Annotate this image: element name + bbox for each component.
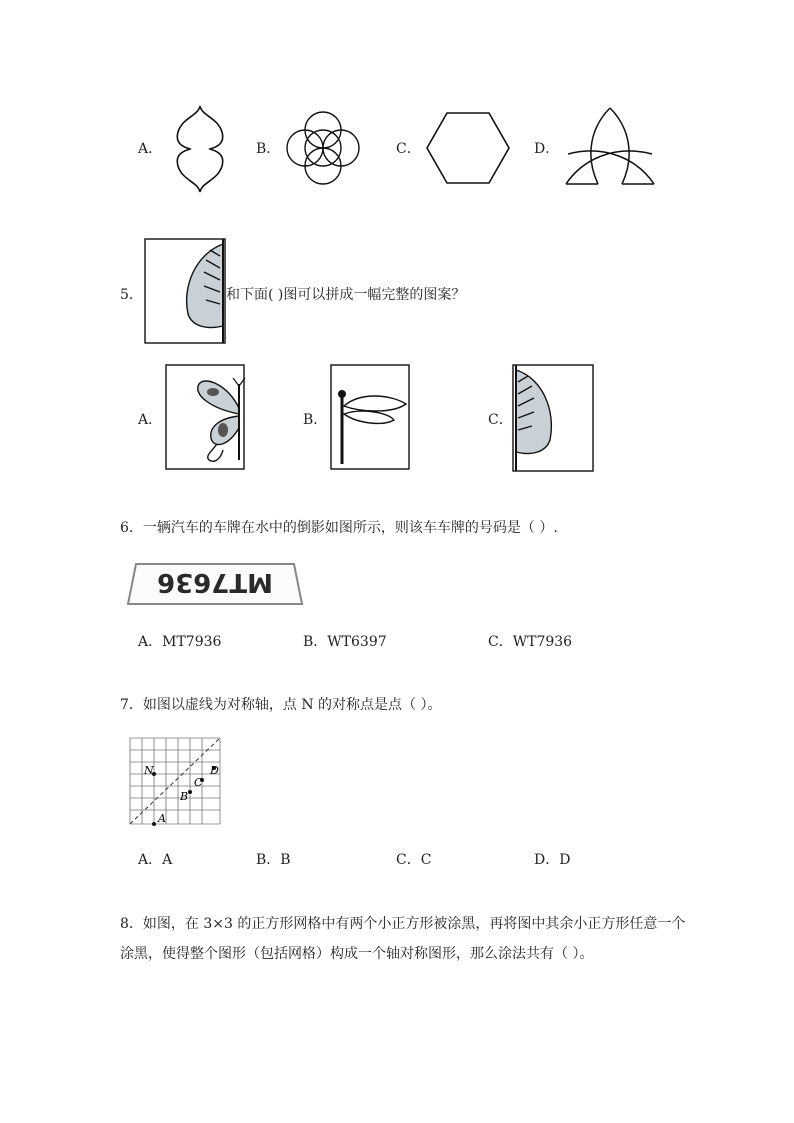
point-n-label: N: [144, 764, 154, 777]
q7-option-a: A．A: [138, 852, 173, 868]
q5-question-text: 和下面( )图可以拼成一幅完整的图案？: [226, 287, 466, 303]
hexagon-icon: [425, 110, 513, 186]
half-butterfly-icon: [165, 364, 245, 470]
triquetra-icon: [562, 104, 658, 188]
q5-option-a-label: A．: [138, 412, 163, 428]
q6-option-c: C．WT7936: [488, 634, 573, 650]
point-b-label: B: [180, 790, 189, 803]
half-dragonfly-icon: [330, 364, 410, 470]
q5-option-c-label: C．: [488, 412, 513, 428]
license-plate-reflection-image: [126, 562, 304, 606]
q4-option-b-label: B．: [256, 141, 281, 157]
half-leaf-reference-icon: [144, 238, 226, 344]
q4-option-a-label: A．: [138, 141, 163, 157]
point-a-label: A: [158, 812, 166, 825]
point-c-label: C: [194, 776, 203, 789]
symmetry-grid-figure: [128, 736, 224, 828]
q7-option-c: C．C: [396, 852, 432, 868]
q5-option-b-label: B．: [303, 412, 328, 428]
point-d-label: D: [210, 764, 219, 777]
q6-option-a: A．MT7936: [138, 634, 222, 650]
q7-option-d: D．D: [534, 852, 571, 868]
q8-line-2: 涂黑，使得整个图形（包括网格）构成一个轴对称图形，那么涂法共有（ ）。: [120, 946, 594, 962]
plate-text: MT7636: [157, 567, 273, 597]
q4-option-c-label: C．: [396, 141, 421, 157]
q8-line-1: 8．如图，在 3×3 的正方形网格中有两个小正方形被涂黑，再将图中其余小正方形任意一个: [120, 916, 686, 932]
q4-option-d-label: D．: [534, 141, 560, 157]
q5-number: 5．: [120, 287, 143, 303]
q7-question-text: 7．如图以虚线为对称轴，点 N 的对称点是点（ ）。: [120, 697, 442, 713]
q6-question-text: 6．一辆汽车的车牌在水中的倒影如图所示，则该车车牌的号码是（ ）.: [120, 520, 558, 536]
q7-option-b: B．B: [256, 852, 291, 868]
half-leaf-icon: [512, 364, 594, 472]
vase-outline-icon: [170, 104, 230, 194]
q6-option-b: B．WT6397: [303, 634, 387, 650]
five-circles-icon: [283, 108, 367, 188]
